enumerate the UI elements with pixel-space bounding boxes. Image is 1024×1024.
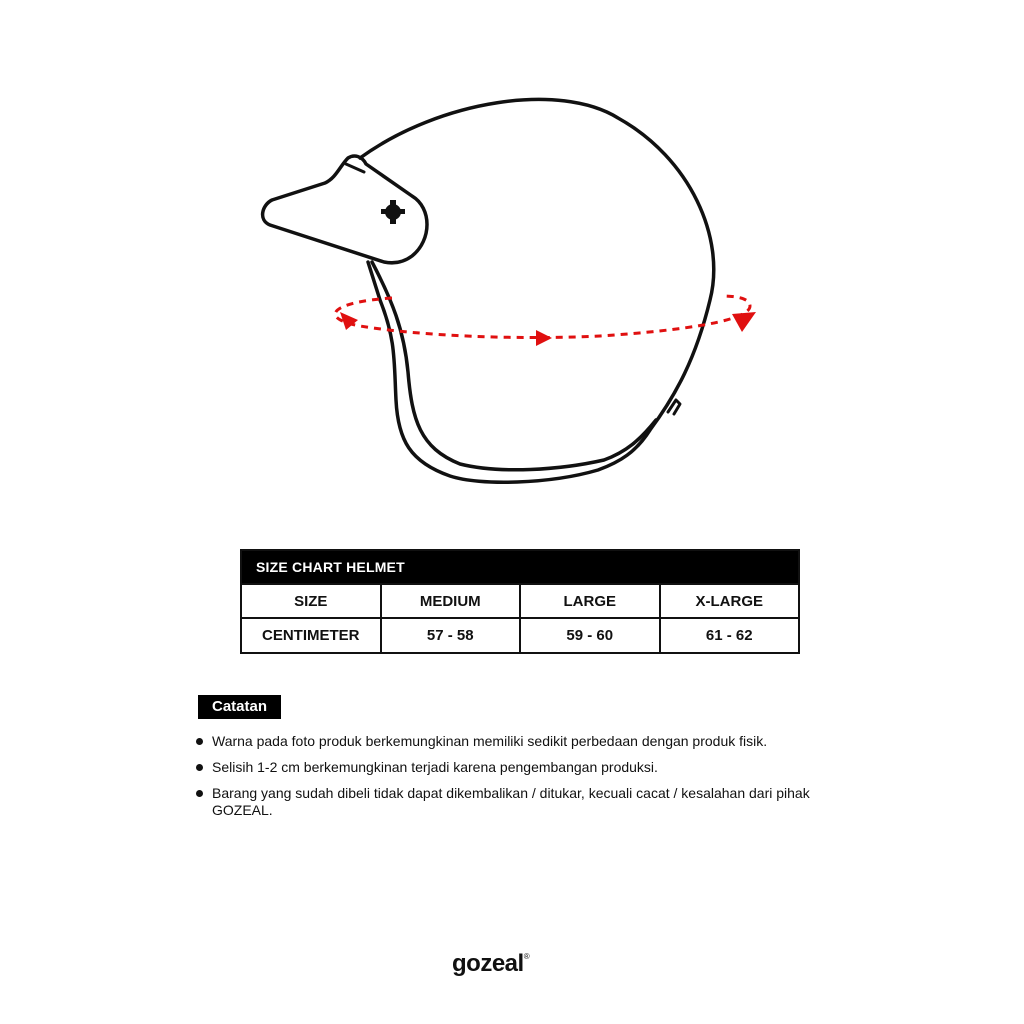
medium-range-cell: 57 - 58 [381,618,521,653]
visor-snap-icon [381,200,405,224]
bullet-icon [196,790,203,797]
list-item [196,759,846,776]
unit-label-cell: CENTIMETER [241,618,381,653]
bullet-icon [196,764,203,771]
table-title: SIZE CHART HELMET [241,550,799,584]
list-item [196,733,846,750]
brand-name: gozeal [452,950,524,977]
table-header-row [241,584,799,618]
list-item [196,785,846,819]
large-range-cell: 59 - 60 [520,618,660,653]
note-text: Warna pada foto produk berkemungkinan memiliki sedikit perbedaan dengan produk fisik. [212,733,768,749]
size-label-cell: SIZE [241,584,381,618]
brand-logo [452,950,529,978]
notes-list [196,733,846,828]
note-text: Selisih 1-2 cm berkemungkinan terjadi karena pengembangan produksi. [212,759,658,775]
size-large-cell: LARGE [520,584,660,618]
size-xlarge-cell: X-LARGE [660,584,800,618]
registered-mark: ® [523,952,530,961]
table-caption-row [241,550,799,584]
helmet-shell [360,99,714,482]
size-medium-cell: MEDIUM [381,584,521,618]
helmet-trim [372,262,656,470]
size-chart-table [240,549,800,654]
table-value-row [241,618,799,653]
xlarge-range-cell: 61 - 62 [660,618,800,653]
bullet-icon [196,738,203,745]
notes-label: Catatan [198,695,281,719]
note-text: Barang yang sudah dibeli tidak dapat dikembalikan / ditukar, kecuali cacat / kesalahan dari pihak GOZEAL. [212,785,810,818]
